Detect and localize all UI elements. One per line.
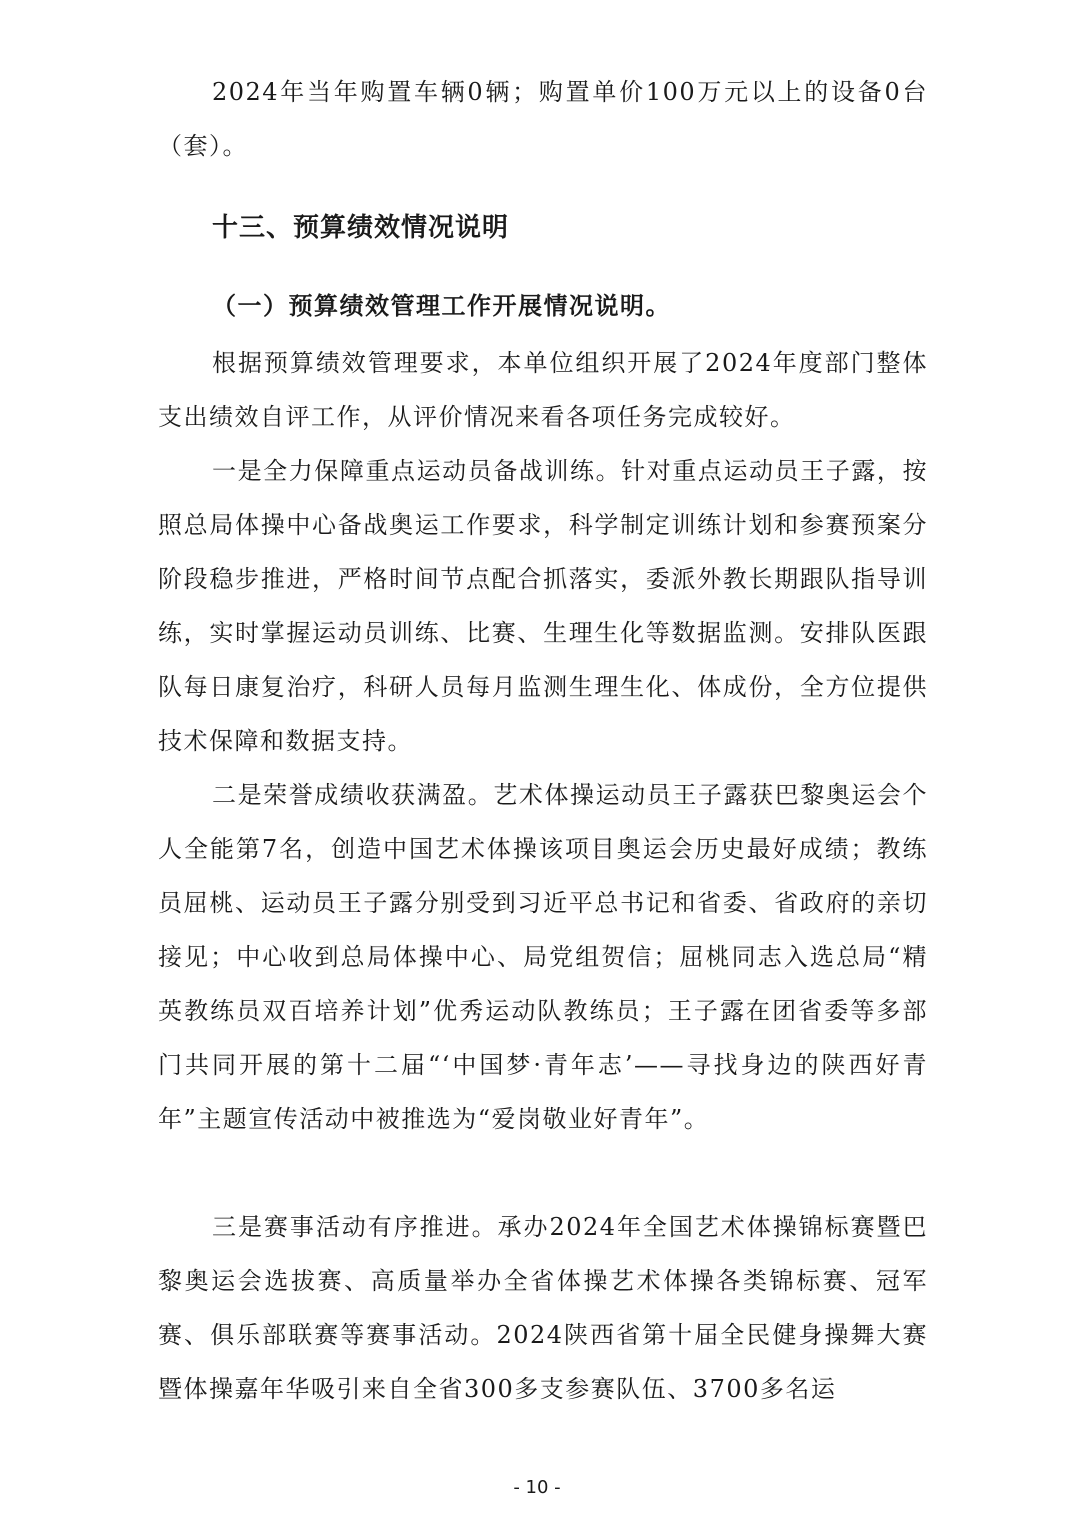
section-heading: 十三、预算绩效情况说明 [212,213,510,243]
paragraph-one: 一是全力保障重点运动员备战训练。针对重点运动员王子露，按照总局体操中心备战奥运工作要求，科学制定训练计划和参赛预案分阶段稳步推进，严格时间节点配合抓落实，委派外教长期跟队指导训练，实时掌握运动员训练、比赛、生理生化等数据监测。安排队医跟队每日康复治疗，科研人员每月监测生理生化、体成份，全方位提供技术保障和数据支持。 [158,457,928,755]
paragraph-two: 二是荣誉成绩收获满盈。艺术体操运动员王子露获巴黎奥运会个人全能第7名，创造中国艺术体操该项目奥运会历史最好成绩；教练员屈桃、运动员王子露分别受到习近平总书记和省委、省政府的亲切接见；中心收到总局体操中心、局党组贺信；屈桃同志入选总局“精英教练员双百培养计划”优秀运动队教练员；王子露在团省委等多部门共同开展的第十二届“‘中国梦·青年志’——寻找身边的陕西好青年”主题宣传活动中被推选为“爱岗敬业好青年”。 [158,781,928,1133]
page-number: - 10 - [513,1477,561,1498]
paragraph-three: 三是赛事活动有序推进。承办2024年全国艺术体操锦标赛暨巴黎奥运会选拔赛、高质量举办全省体操艺术体操各类锦标赛、冠军赛、俱乐部联赛等赛事活动。2024陕西省第十届全民健身操舞大赛暨体操嘉年华吸引来自全省300多支参赛队伍、3700多名运 [158,1213,928,1403]
paragraph-purchase: 2024年当年购置车辆0辆；购置单价100万元以上的设备0台（套）。 [158,78,928,160]
subsection-heading: （一）预算绩效管理工作开展情况说明。 [212,292,671,320]
paragraph-intro: 根据预算绩效管理要求，本单位组织开展了2024年度部门整体支出绩效自评工作，从评价情况来看各项任务完成较好。 [158,349,928,431]
